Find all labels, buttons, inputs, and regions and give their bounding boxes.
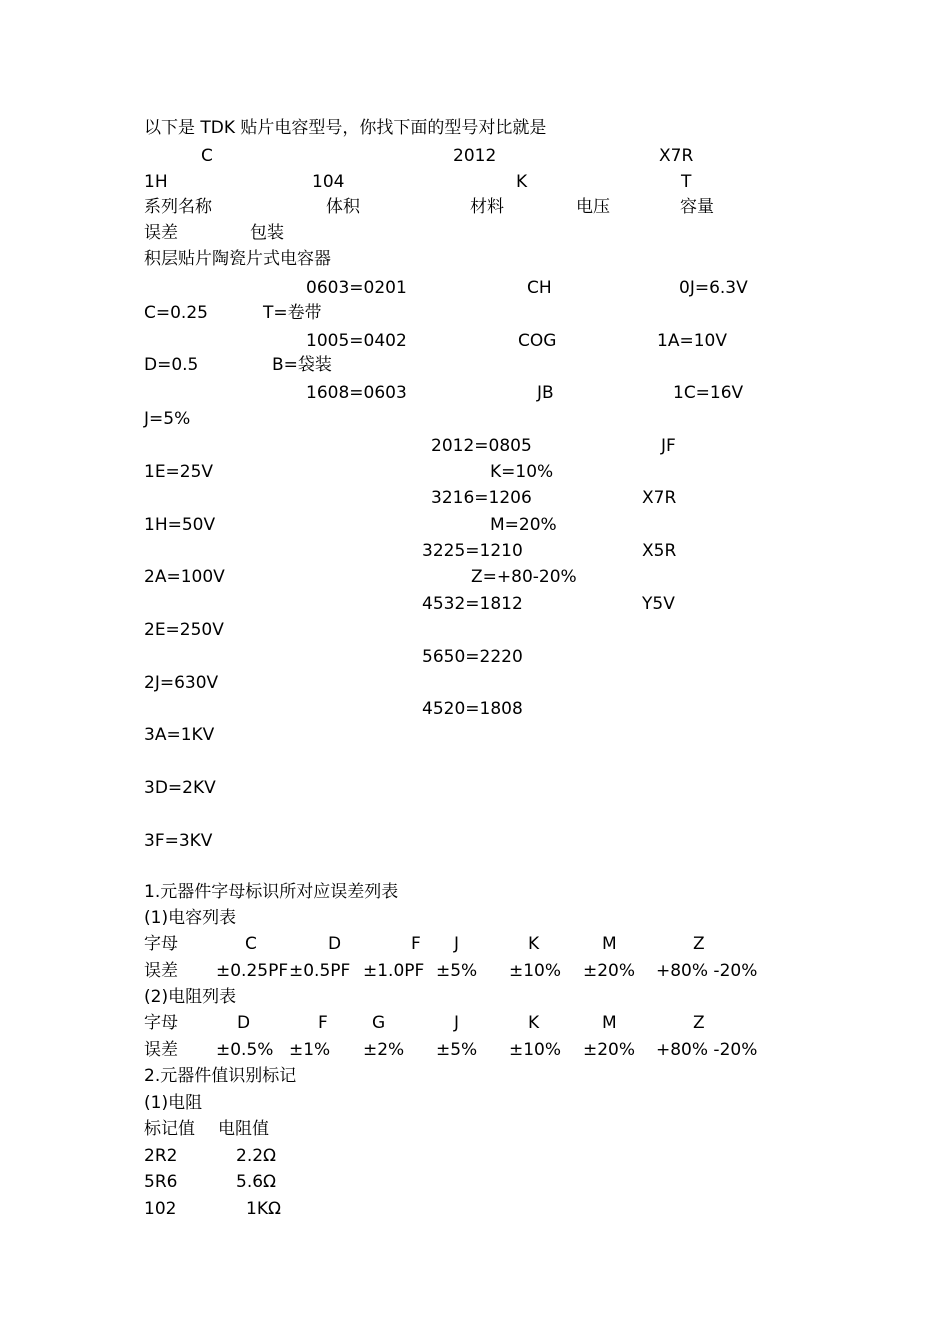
res-letter: K <box>528 1013 540 1033</box>
res-error: ±5% <box>436 1040 478 1060</box>
cap-letter: M <box>602 934 617 954</box>
cap-error: ±10% <box>509 961 562 981</box>
cap-error: ±0.5PF <box>289 961 351 981</box>
value-cell: 5.6Ω <box>236 1172 277 1192</box>
material-item: Y5V <box>642 594 675 614</box>
cap-error: ±0.25PF <box>216 961 289 981</box>
res-letter: D <box>237 1013 251 1033</box>
tolerance-item: C=0.25 <box>144 303 208 323</box>
voltage-item: 3A=1KV <box>144 725 215 745</box>
field-series-name: 系列名称 <box>144 197 212 217</box>
res-letter: M <box>602 1013 617 1033</box>
res-letter: F <box>318 1013 328 1033</box>
field-tolerance: 误差 <box>144 223 178 243</box>
cap-letter: K <box>528 934 540 954</box>
cap-letter: D <box>328 934 342 954</box>
material-item: COG <box>518 331 557 351</box>
voltage-item: 1A=10V <box>657 331 727 351</box>
intro-text: 以下是 TDK 贴片电容型号，你找下面的型号对比就是 <box>144 118 547 138</box>
res-letter: J <box>454 1013 460 1033</box>
voltage-item: 3D=2KV <box>144 778 216 798</box>
size-item: 1608=0603 <box>306 383 407 403</box>
res-error: ±10% <box>509 1040 562 1060</box>
example-voltage: 1H <box>144 172 168 192</box>
cap-letter: Z <box>693 934 705 954</box>
section1-title: 1.元器件字母标识所对应误差列表 <box>144 882 399 902</box>
voltage-item: 2E=250V <box>144 620 224 640</box>
voltage-item: 0J=6.3V <box>679 278 748 298</box>
example-series: C <box>201 146 213 166</box>
example-packaging: T <box>681 172 692 192</box>
voltage-item: 1H=50V <box>144 515 216 535</box>
cap-letter: J <box>454 934 460 954</box>
example-material: X7R <box>659 146 694 166</box>
res-letter: G <box>372 1013 386 1033</box>
tolerance-item: K=10% <box>490 462 554 482</box>
voltage-item: 2J=630V <box>144 673 219 693</box>
col-mark-header: 标记值 <box>144 1119 195 1139</box>
res-error: ±1% <box>289 1040 331 1060</box>
material-item: JB <box>537 383 554 403</box>
value-cell: 2.2Ω <box>236 1146 277 1166</box>
resistor-list-title: (2)电阻列表 <box>144 987 237 1007</box>
field-size: 体积 <box>326 197 360 217</box>
section2-title: 2.元器件值识别标记 <box>144 1066 297 1086</box>
cap-error: ±5% <box>436 961 478 981</box>
size-item: 2012=0805 <box>431 436 532 456</box>
size-item: 1005=0402 <box>306 331 407 351</box>
voltage-item: 3F=3KV <box>144 831 213 851</box>
cap-letter: C <box>245 934 257 954</box>
size-item: 0603=0201 <box>306 278 407 298</box>
packaging-item: B=袋装 <box>272 355 332 375</box>
voltage-item: 2A=100V <box>144 567 225 587</box>
res-error: ±20% <box>583 1040 636 1060</box>
mark-cell: 5R6 <box>144 1172 178 1192</box>
material-item: JF <box>661 436 676 456</box>
material-item: X7R <box>642 488 677 508</box>
tolerance-item: J=5% <box>144 409 191 429</box>
mark-cell: 102 <box>144 1199 177 1219</box>
cap-error: ±1.0PF <box>363 961 425 981</box>
field-voltage: 电压 <box>576 197 610 217</box>
cap-error: ±20% <box>583 961 636 981</box>
size-item: 5650=2220 <box>422 647 523 667</box>
res-letter-label: 字母 <box>144 1013 178 1033</box>
voltage-item: 1E=25V <box>144 462 214 482</box>
tolerance-item: D=0.5 <box>144 355 199 375</box>
packaging-item: T=卷带 <box>263 303 322 323</box>
mark-cell: 2R2 <box>144 1146 178 1166</box>
res-error-label: 误差 <box>144 1040 178 1060</box>
tolerance-item: M=20% <box>490 515 557 535</box>
size-item: 3225=1210 <box>422 541 523 561</box>
material-item: CH <box>527 278 552 298</box>
field-packaging: 包装 <box>250 223 284 243</box>
field-capacitance: 容量 <box>680 197 714 217</box>
series-title: 积层贴片陶瓷片式电容器 <box>144 249 331 269</box>
example-size: 2012 <box>453 146 497 166</box>
cap-error: +80% -20% <box>656 961 758 981</box>
cap-error-label: 误差 <box>144 961 178 981</box>
size-item: 3216=1206 <box>431 488 532 508</box>
capacitor-list-title: (1)电容列表 <box>144 908 237 928</box>
voltage-item: 1C=16V <box>673 383 744 403</box>
material-item: X5R <box>642 541 677 561</box>
res-error: +80% -20% <box>656 1040 758 1060</box>
resistor-title: (1)电阻 <box>144 1093 203 1113</box>
example-capacitance: 104 <box>312 172 345 192</box>
col-value-header: 电阻值 <box>218 1119 269 1139</box>
value-cell: 1KΩ <box>246 1199 281 1219</box>
tolerance-item: Z=+80-20% <box>471 567 577 587</box>
res-error: ±0.5% <box>216 1040 274 1060</box>
size-item: 4520=1808 <box>422 699 523 719</box>
size-item: 4532=1812 <box>422 594 523 614</box>
cap-letter: F <box>411 934 421 954</box>
field-material: 材料 <box>470 197 504 217</box>
res-error: ±2% <box>363 1040 405 1060</box>
res-letter: Z <box>693 1013 705 1033</box>
example-tolerance: K <box>516 172 528 192</box>
cap-letter-label: 字母 <box>144 934 178 954</box>
